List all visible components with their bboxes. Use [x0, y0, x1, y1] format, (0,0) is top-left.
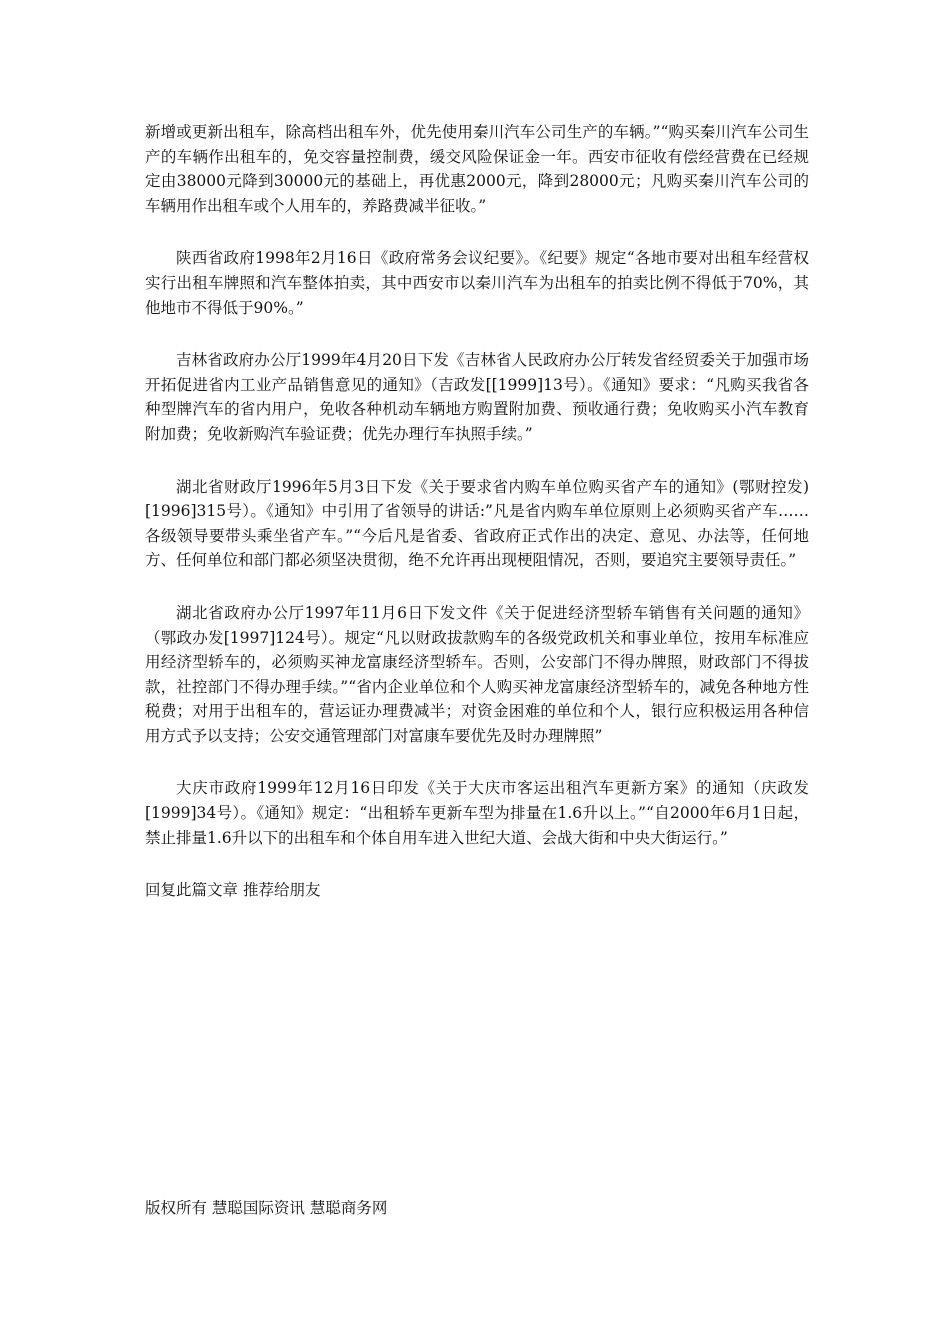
recommend-friend-link[interactable]: 推荐给朋友	[242, 881, 321, 900]
article-body	[145, 120, 809, 903]
paragraph-jilin-1999: 吉林省政府办公厅1999年4月20日下发《吉林省人民政府办公厅转发省经贸委关于加强市场开拓促进省内工业产品销售意见的通知》（吉政发[[1999]13号）。《通知》要求：“凡购买我省各种型牌汽车的省内用户，免收各种机动车辆地方购置附加费、预收通行费；免收购买小汽车教育附加费；免收新购汽车验证费；优先办理行车执照手续。”	[145, 351, 809, 443]
reply-article-link[interactable]: 回复此篇文章	[145, 881, 239, 900]
paragraph-hubei-1997: 湖北省政府办公厅1997年11月6日下发文件《关于促进经济型轿车销售有关问题的通知》（鄂政办发[1997]124号）。规定“凡以财政拔款购车的各级党政机关和事业单位，按用车标准应用经济型轿车的，必须购买神龙富康经济型轿车。否则，公安部门不得办牌照，财政部门不得拔款，社控部门不得办理手续。”“省内企业单位和个人购买神龙富康经济型轿车的，减免各种地方性税费；对用于出租车的，营运证办理费减半；对资金困难的单位和个人，银行应积极运用各种信用方式予以支持；公安交通管理部门对富康车要优先及时办理牌照”	[145, 603, 809, 745]
paragraph-hubei-1996: 湖北省财政厅1996年5月3日下发《关于要求省内购车单位购买省产车的通知》(鄂财控发)[1996]315号）。《通知》中引用了省领导的讲话:”凡是省内购车单位原则上必须购买省产车……各级领导要带头乘坐省产车。”“今后凡是省委、省政府正式作出的决定、意见、办法等，任何地方、任何单位和部门都必须坚决贯彻，绝不允许再出现梗阻情况，否则，要追究主要领导责任。”	[145, 477, 809, 570]
paragraph-daqing-1999: 大庆市政府1999年12月16日印发《关于大庆市客运出租汽车更新方案》的通知（庆政发[1999]34号）。《通知》规定：“出租轿车更新车型为排量在1.6升以上。”“自2000年6月1日起，禁止排量1.6升以下的出租车和个体自用车进入世纪大道、会战大街和中央大街运行。”	[145, 779, 809, 847]
article-actions	[145, 878, 809, 903]
paragraph-shaanxi-1998: 陕西省政府1998年2月16日《政府常务会议纪要》。《纪要》规定“各地市要对出租车经营权实行出租车牌照和汽车整体拍卖，其中西安市以秦川汽车为出租车的拍卖比例不得低于70%，其他地市不得低于90%。”	[145, 249, 809, 317]
copyright-footer: 版权所有 慧聪国际资讯 慧聪商务网	[145, 1199, 388, 1217]
paragraph-qinchuan-continued: 新增或更新出租车，除高档出租车外，优先使用秦川汽车公司生产的车辆。”“购买秦川汽车公司生产的车辆作出租车的，免交容量控制费，缓交风险保证金一年。西安市征收有偿经营费在已经规定由38000元降到30000元的基础上，再优惠2000元，降到28000元；凡购买秦川汽车公司的车辆用作出租车或个人用车的，养路费减半征收。”	[145, 123, 809, 215]
